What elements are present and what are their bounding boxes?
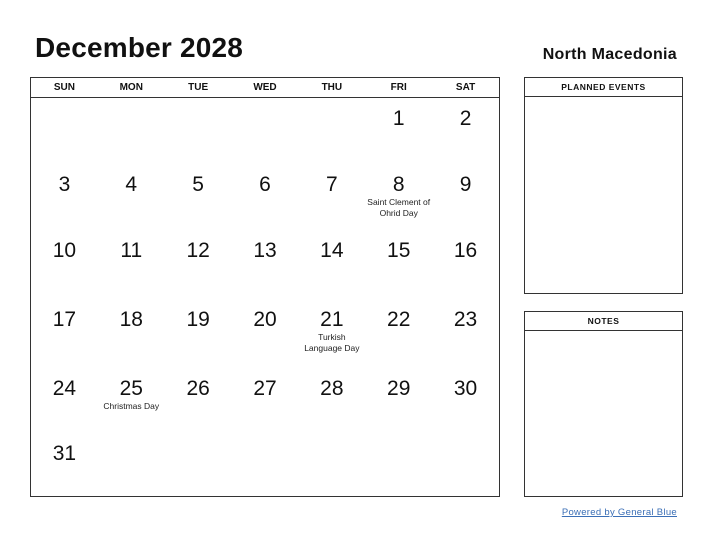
day-number: [165, 98, 232, 108]
day-number: 10: [52, 239, 77, 262]
day-cell: [298, 299, 365, 368]
day-number: [98, 433, 165, 443]
page-title: December 2028: [35, 32, 244, 63]
day-cell: [365, 368, 432, 433]
day-number: 30: [453, 377, 478, 400]
calendar-weeks: [31, 98, 499, 496]
holiday-label: Turkish Language Day: [304, 332, 360, 353]
day-cell: [98, 164, 165, 230]
weekday-sun: SUN: [53, 82, 75, 93]
day-cell: [165, 98, 232, 164]
day-cell: [432, 299, 499, 368]
day-cell: [432, 433, 499, 496]
day-cell: [98, 433, 165, 496]
notes-panel: [524, 311, 683, 497]
day-cell: [232, 98, 299, 164]
day-number: 25: [119, 377, 143, 400]
day-number: 26: [186, 377, 210, 400]
day-cell: [298, 368, 365, 433]
day-number: 8: [392, 173, 405, 196]
day-number: [432, 433, 499, 443]
planned-events-panel: [524, 77, 683, 294]
day-number: 31: [52, 442, 77, 465]
day-number: 7: [326, 173, 338, 196]
day-number: 15: [387, 239, 411, 262]
day-number: 2: [459, 107, 472, 130]
day-cell: [98, 230, 165, 299]
day-cell: [232, 164, 299, 230]
day-cell: [232, 299, 299, 368]
day-number: 1: [392, 107, 405, 130]
day-cell: [98, 368, 165, 433]
day-cell: [165, 368, 232, 433]
day-cell: [165, 164, 232, 230]
day-cell: [31, 164, 98, 230]
day-number: 28: [320, 377, 344, 400]
day-number: [98, 98, 165, 108]
day-number: 27: [253, 377, 277, 400]
day-cell: [298, 230, 365, 299]
day-cell: [165, 433, 232, 496]
weekday-header: [31, 78, 499, 98]
day-number: 21: [320, 308, 344, 331]
day-cell: [365, 433, 432, 496]
day-number: 6: [259, 173, 271, 196]
weekday-fri: FRI: [390, 82, 407, 93]
day-cell: [232, 433, 299, 496]
day-cell: [98, 299, 165, 368]
day-cell: [165, 230, 232, 299]
day-number: 29: [387, 377, 411, 400]
day-number: 11: [120, 239, 143, 262]
day-number: 17: [52, 308, 77, 331]
day-cell: [432, 230, 499, 299]
holiday-label: Saint Clement of Ohrid Day: [367, 197, 431, 218]
weekday-thu: THU: [321, 82, 343, 93]
powered-by-link[interactable]: Powered by General Blue: [561, 507, 677, 518]
day-number: 3: [58, 173, 71, 196]
day-cell: [98, 98, 165, 164]
day-cell: [365, 230, 432, 299]
day-number: 18: [119, 308, 143, 331]
day-cell: [298, 164, 365, 230]
day-cell: [31, 368, 98, 433]
day-number: [232, 433, 299, 443]
day-number: 9: [459, 173, 472, 196]
day-cell: [365, 299, 432, 368]
day-cell: [365, 98, 432, 164]
day-number: 20: [253, 308, 277, 331]
day-cell: [31, 98, 98, 164]
day-number: 12: [186, 239, 210, 262]
weekday-sat: SAT: [455, 82, 476, 93]
day-number: 5: [192, 173, 204, 196]
day-number: 4: [125, 173, 138, 196]
day-cell: [432, 368, 499, 433]
day-number: [31, 98, 98, 108]
day-number: [365, 433, 432, 443]
notes-title: NOTES: [525, 312, 682, 331]
day-cell: [31, 230, 98, 299]
day-number: 14: [320, 239, 344, 262]
day-number: 24: [52, 377, 77, 400]
day-number: 13: [253, 239, 277, 262]
day-number: 16: [453, 239, 478, 262]
weekday-mon: MON: [119, 82, 143, 93]
day-number: [165, 433, 232, 443]
day-cell: [298, 433, 365, 496]
day-cell: [432, 164, 499, 230]
day-cell: [298, 98, 365, 164]
day-cell: [165, 299, 232, 368]
holiday-label: Christmas Day: [103, 401, 160, 411]
day-cell: [31, 299, 98, 368]
day-cell: [31, 433, 98, 496]
day-cell: [232, 230, 299, 299]
day-number: [298, 433, 365, 443]
weekday-wed: WED: [253, 82, 277, 93]
day-number: 19: [186, 308, 210, 331]
day-cell: [232, 368, 299, 433]
day-cell: [432, 98, 499, 164]
day-cell: [365, 164, 432, 230]
country-name: North Macedonia: [542, 46, 677, 63]
day-number: 23: [453, 308, 478, 331]
day-number: [298, 98, 365, 108]
weekday-tue: TUE: [188, 82, 209, 93]
day-number: 22: [387, 308, 411, 331]
planned-events-title: PLANNED EVENTS: [525, 78, 682, 97]
calendar-grid: [30, 77, 500, 497]
day-number: [232, 98, 299, 108]
